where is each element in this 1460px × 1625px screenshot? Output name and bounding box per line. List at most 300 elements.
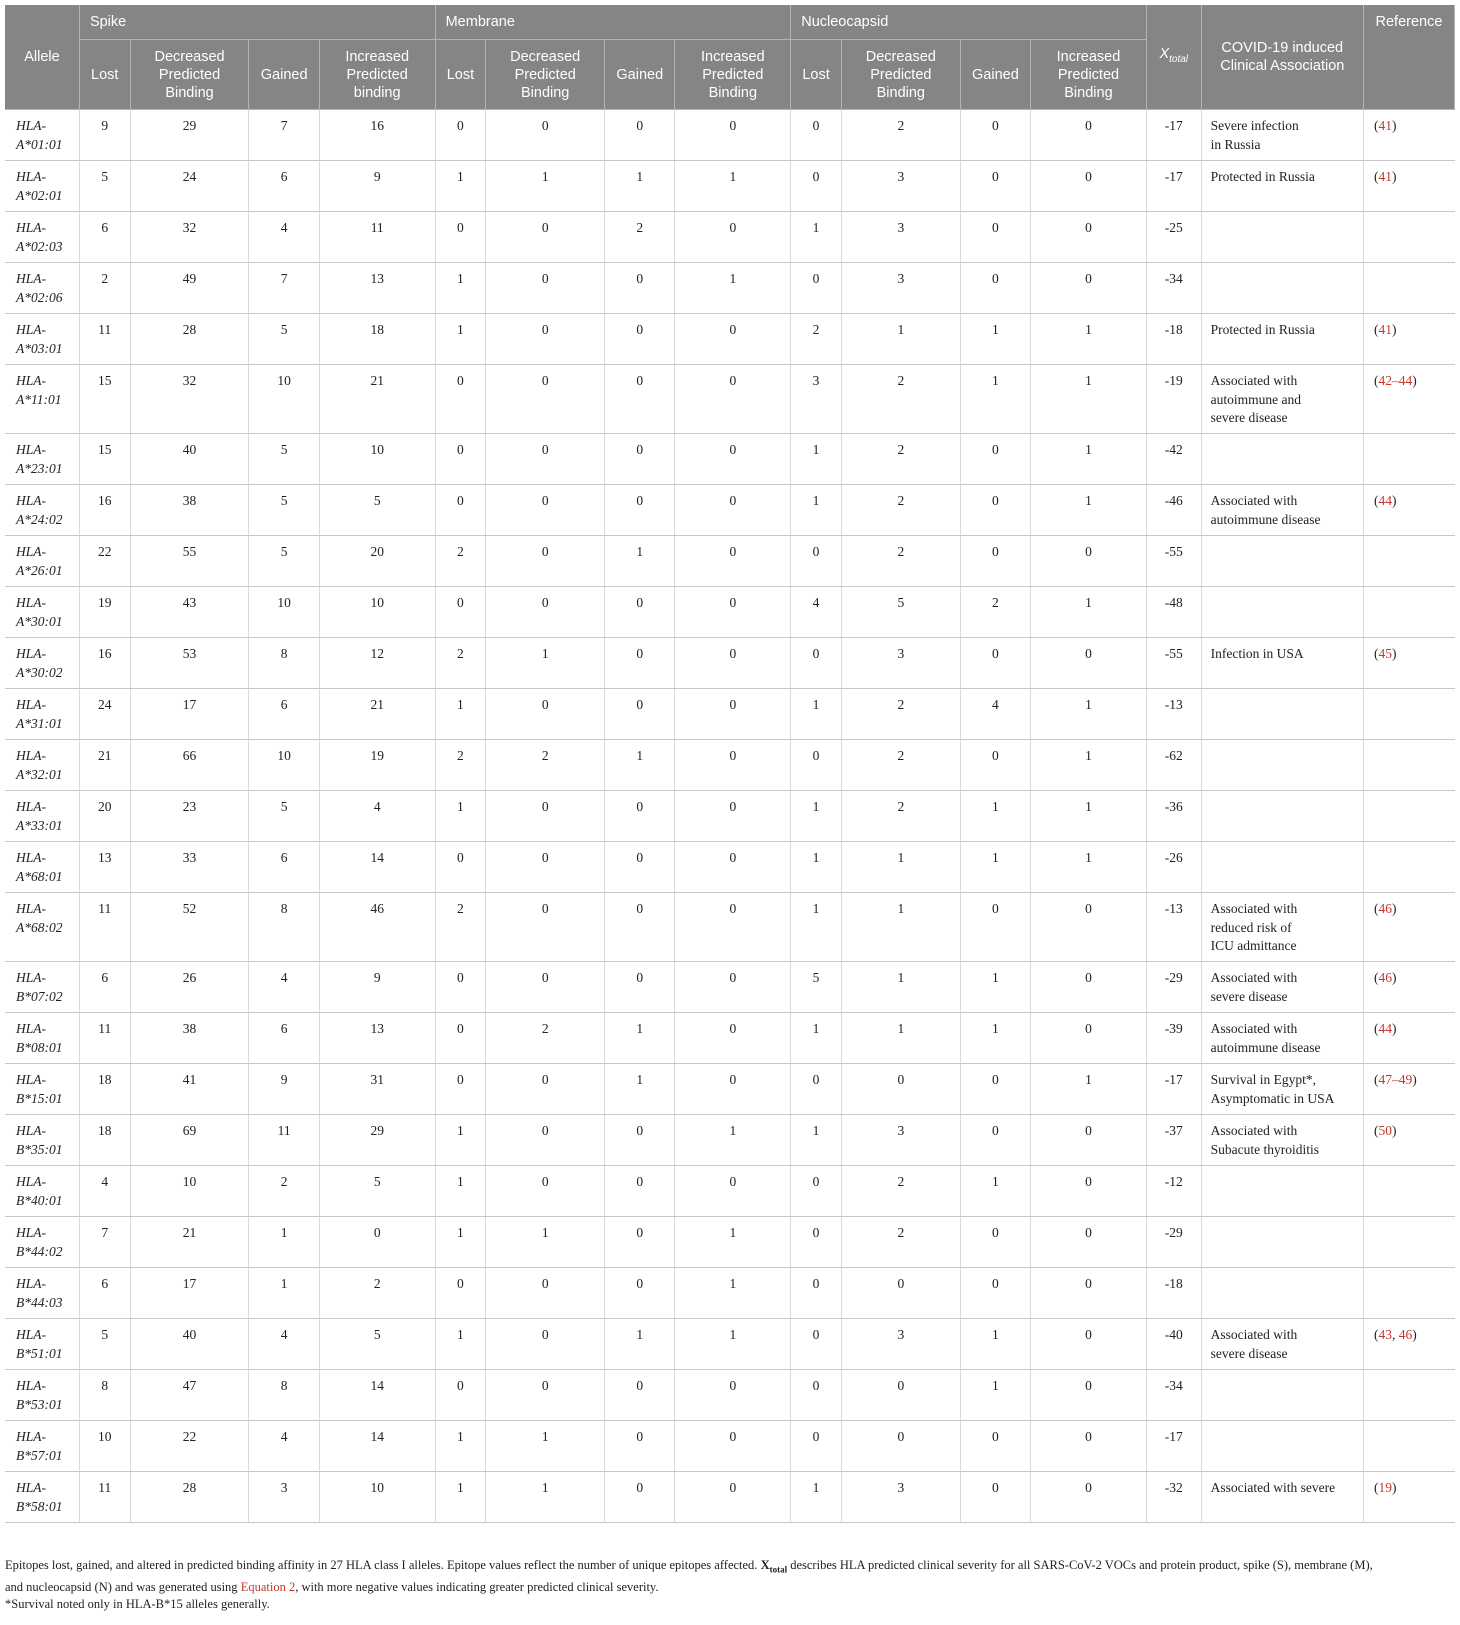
value-cell: 0 xyxy=(791,1370,842,1421)
value-cell: 2 xyxy=(841,740,960,791)
value-cell: 1 xyxy=(791,893,842,962)
allele-cell: HLA- A*24:02 xyxy=(5,485,79,536)
subheader-cell: Lost xyxy=(435,40,486,110)
value-cell: 1 xyxy=(435,263,486,314)
value-cell: 19 xyxy=(79,587,130,638)
value-cell: 33 xyxy=(130,842,249,893)
value-cell: 1 xyxy=(605,740,675,791)
value-cell: 11 xyxy=(249,1115,319,1166)
allele-cell: HLA- B*51:01 xyxy=(5,1319,79,1370)
value-cell: 0 xyxy=(605,842,675,893)
value-cell: 0 xyxy=(605,1166,675,1217)
reference-link[interactable]: 46 xyxy=(1378,970,1392,985)
value-cell: 0 xyxy=(605,365,675,434)
reference-link[interactable]: 47–49 xyxy=(1378,1072,1413,1087)
value-cell: 0 xyxy=(1031,263,1147,314)
value-cell: 0 xyxy=(435,1013,486,1064)
value-cell: 0 xyxy=(605,689,675,740)
value-cell: 0 xyxy=(605,314,675,365)
value-cell: 6 xyxy=(249,842,319,893)
value-cell: 40 xyxy=(130,1319,249,1370)
subheader-cell: Increased Predicted Binding xyxy=(675,40,791,110)
reference-link[interactable]: 41 xyxy=(1378,118,1392,133)
value-cell: 2 xyxy=(841,365,960,434)
value-cell: 10 xyxy=(319,1472,435,1523)
table-row xyxy=(5,1472,1455,1523)
allele-cell: HLA- A*23:01 xyxy=(5,434,79,485)
value-cell: 20 xyxy=(319,536,435,587)
value-cell: 0 xyxy=(675,893,791,962)
clinical-association-cell xyxy=(1201,1421,1363,1472)
allele-cell: HLA- A*11:01 xyxy=(5,365,79,434)
value-cell: 1 xyxy=(486,638,605,689)
clinical-association-cell xyxy=(1201,434,1363,485)
value-cell: 10 xyxy=(79,1421,130,1472)
value-cell: 0 xyxy=(675,434,791,485)
value-cell: 0 xyxy=(1031,1217,1147,1268)
value-cell: 2 xyxy=(841,110,960,161)
value-cell: 1 xyxy=(435,791,486,842)
footnote-line-3: *Survival noted only in HLA-B*15 alleles generally. xyxy=(5,1596,270,1611)
value-cell: 3 xyxy=(841,161,960,212)
table-footnote xyxy=(5,1557,1455,1613)
value-cell: 1 xyxy=(486,1472,605,1523)
value-cell: 21 xyxy=(130,1217,249,1268)
value-cell: 0 xyxy=(960,1472,1030,1523)
value-cell: 0 xyxy=(605,1472,675,1523)
value-cell: 47 xyxy=(130,1370,249,1421)
reference-link[interactable]: 41 xyxy=(1378,169,1392,184)
xtotal-cell: -13 xyxy=(1146,893,1201,962)
value-cell: 69 xyxy=(130,1115,249,1166)
value-cell: 1 xyxy=(249,1217,319,1268)
allele-cell: HLA- B*44:03 xyxy=(5,1268,79,1319)
table-row xyxy=(5,365,1455,434)
value-cell: 0 xyxy=(435,485,486,536)
reference-cell: (50) xyxy=(1363,1115,1454,1166)
subheader-cell: Gained xyxy=(605,40,675,110)
value-cell: 0 xyxy=(486,893,605,962)
value-cell: 28 xyxy=(130,314,249,365)
subheader-cell: Decreased Predicted Binding xyxy=(130,40,249,110)
value-cell: 0 xyxy=(486,434,605,485)
allele-cell: HLA- A*32:01 xyxy=(5,740,79,791)
value-cell: 0 xyxy=(675,110,791,161)
value-cell: 0 xyxy=(605,638,675,689)
value-cell: 18 xyxy=(319,314,435,365)
value-cell: 0 xyxy=(960,536,1030,587)
value-cell: 0 xyxy=(675,740,791,791)
value-cell: 0 xyxy=(486,110,605,161)
value-cell: 6 xyxy=(249,161,319,212)
value-cell: 0 xyxy=(841,1268,960,1319)
value-cell: 0 xyxy=(605,1217,675,1268)
value-cell: 0 xyxy=(675,1064,791,1115)
value-cell: 0 xyxy=(960,1268,1030,1319)
clinical-association-cell: Associated with severe disease xyxy=(1201,962,1363,1013)
reference-cell: (47–49) xyxy=(1363,1064,1454,1115)
table-row xyxy=(5,791,1455,842)
value-cell: 13 xyxy=(319,263,435,314)
value-cell: 1 xyxy=(1031,740,1147,791)
reference-cell xyxy=(1363,263,1454,314)
reference-cell xyxy=(1363,740,1454,791)
xtotal-cell: -48 xyxy=(1146,587,1201,638)
value-cell: 7 xyxy=(249,263,319,314)
clinical-association-cell: Survival in Egypt*, Asymptomatic in USA xyxy=(1201,1064,1363,1115)
value-cell: 22 xyxy=(79,536,130,587)
allele-cell: HLA- B*58:01 xyxy=(5,1472,79,1523)
value-cell: 0 xyxy=(319,1217,435,1268)
value-cell: 5 xyxy=(249,791,319,842)
value-cell: 1 xyxy=(675,1115,791,1166)
table-row xyxy=(5,434,1455,485)
value-cell: 0 xyxy=(960,893,1030,962)
value-cell: 1 xyxy=(605,1064,675,1115)
header-xtotal: $X_{total}$ xyxy=(1146,5,1201,110)
value-cell: 0 xyxy=(1031,110,1147,161)
value-cell: 1 xyxy=(435,689,486,740)
value-cell: 1 xyxy=(791,689,842,740)
value-cell: 1 xyxy=(1031,842,1147,893)
value-cell: 5 xyxy=(319,1166,435,1217)
allele-cell: HLA- A*26:01 xyxy=(5,536,79,587)
allele-cell: HLA- A*02:06 xyxy=(5,263,79,314)
xtotal-cell: -34 xyxy=(1146,1370,1201,1421)
value-cell: 1 xyxy=(791,1115,842,1166)
value-cell: 1 xyxy=(605,536,675,587)
value-cell: 3 xyxy=(841,1319,960,1370)
value-cell: 2 xyxy=(79,263,130,314)
table-container xyxy=(5,5,1455,1523)
value-cell: 3 xyxy=(841,263,960,314)
value-cell: 1 xyxy=(960,791,1030,842)
value-cell: 5 xyxy=(249,314,319,365)
clinical-association-cell xyxy=(1201,263,1363,314)
value-cell: 0 xyxy=(1031,1013,1147,1064)
value-cell: 1 xyxy=(960,842,1030,893)
value-cell: 66 xyxy=(130,740,249,791)
value-cell: 1 xyxy=(960,1166,1030,1217)
value-cell: 0 xyxy=(1031,161,1147,212)
value-cell: 29 xyxy=(319,1115,435,1166)
value-cell: 0 xyxy=(486,212,605,263)
value-cell: 0 xyxy=(1031,1472,1147,1523)
value-cell: 31 xyxy=(319,1064,435,1115)
value-cell: 1 xyxy=(1031,434,1147,485)
reference-cell xyxy=(1363,536,1454,587)
value-cell: 1 xyxy=(791,1472,842,1523)
xtotal-cell: -37 xyxy=(1146,1115,1201,1166)
value-cell: 8 xyxy=(79,1370,130,1421)
table-row xyxy=(5,314,1455,365)
reference-cell xyxy=(1363,791,1454,842)
value-cell: 11 xyxy=(79,1472,130,1523)
table-row xyxy=(5,1064,1455,1115)
clinical-association-cell xyxy=(1201,536,1363,587)
clinical-association-cell xyxy=(1201,689,1363,740)
value-cell: 6 xyxy=(79,212,130,263)
xtotal-cell: -12 xyxy=(1146,1166,1201,1217)
value-cell: 1 xyxy=(791,485,842,536)
value-cell: 0 xyxy=(486,791,605,842)
value-cell: 21 xyxy=(319,365,435,434)
reference-cell xyxy=(1363,212,1454,263)
value-cell: 0 xyxy=(486,842,605,893)
value-cell: 17 xyxy=(130,689,249,740)
value-cell: 2 xyxy=(841,689,960,740)
allele-cell: HLA- A*03:01 xyxy=(5,314,79,365)
value-cell: 1 xyxy=(1031,365,1147,434)
allele-cell: HLA- A*33:01 xyxy=(5,791,79,842)
value-cell: 38 xyxy=(130,485,249,536)
value-cell: 0 xyxy=(486,1370,605,1421)
value-cell: 13 xyxy=(79,842,130,893)
xtotal-cell: -42 xyxy=(1146,434,1201,485)
value-cell: 32 xyxy=(130,212,249,263)
value-cell: 0 xyxy=(675,365,791,434)
reference-cell: (45) xyxy=(1363,638,1454,689)
reference-cell xyxy=(1363,1217,1454,1268)
clinical-association-cell: Associated with severe disease xyxy=(1201,1319,1363,1370)
table-row xyxy=(5,212,1455,263)
value-cell: 4 xyxy=(79,1166,130,1217)
value-cell: 0 xyxy=(486,263,605,314)
value-cell: 0 xyxy=(791,110,842,161)
value-cell: 1 xyxy=(605,161,675,212)
value-cell: 0 xyxy=(791,161,842,212)
value-cell: 4 xyxy=(791,587,842,638)
value-cell: 0 xyxy=(675,536,791,587)
value-cell: 3 xyxy=(791,365,842,434)
allele-cell: HLA- B*44:02 xyxy=(5,1217,79,1268)
value-cell: 1 xyxy=(675,263,791,314)
value-cell: 0 xyxy=(675,314,791,365)
footnote-xtotal: $X_{total}$ xyxy=(760,1558,788,1575)
value-cell: 0 xyxy=(605,791,675,842)
value-cell: 1 xyxy=(435,1319,486,1370)
value-cell: 0 xyxy=(960,110,1030,161)
clinical-association-cell xyxy=(1201,1370,1363,1421)
value-cell: 3 xyxy=(841,1115,960,1166)
xtotal-cell: -40 xyxy=(1146,1319,1201,1370)
reference-cell: (43, 46) xyxy=(1363,1319,1454,1370)
value-cell: 9 xyxy=(249,1064,319,1115)
reference-cell xyxy=(1363,1268,1454,1319)
clinical-association-cell: Associated with severe xyxy=(1201,1472,1363,1523)
value-cell: 2 xyxy=(841,434,960,485)
value-cell: 0 xyxy=(960,740,1030,791)
value-cell: 0 xyxy=(486,1319,605,1370)
value-cell: 5 xyxy=(249,485,319,536)
value-cell: 11 xyxy=(79,1013,130,1064)
allele-cell: HLA- A*01:01 xyxy=(5,110,79,161)
table-row xyxy=(5,1370,1455,1421)
value-cell: 2 xyxy=(605,212,675,263)
value-cell: 0 xyxy=(1031,1421,1147,1472)
value-cell: 1 xyxy=(841,1013,960,1064)
value-cell: 0 xyxy=(960,212,1030,263)
reference-cell xyxy=(1363,1166,1454,1217)
value-cell: 1 xyxy=(841,314,960,365)
value-cell: 1 xyxy=(791,791,842,842)
allele-cell: HLA- B*53:01 xyxy=(5,1370,79,1421)
value-cell: 1 xyxy=(791,1013,842,1064)
value-cell: 23 xyxy=(130,791,249,842)
xtotal-cell: -55 xyxy=(1146,638,1201,689)
xtotal-cell: -46 xyxy=(1146,485,1201,536)
value-cell: 0 xyxy=(791,1064,842,1115)
value-cell: 1 xyxy=(675,1319,791,1370)
table-row xyxy=(5,536,1455,587)
reference-cell xyxy=(1363,1421,1454,1472)
clinical-association-cell xyxy=(1201,587,1363,638)
value-cell: 6 xyxy=(249,689,319,740)
value-cell: 0 xyxy=(841,1064,960,1115)
value-cell: 2 xyxy=(249,1166,319,1217)
value-cell: 0 xyxy=(1031,893,1147,962)
value-cell: 1 xyxy=(486,1421,605,1472)
value-cell: 12 xyxy=(319,638,435,689)
value-cell: 1 xyxy=(435,1166,486,1217)
value-cell: 0 xyxy=(1031,1115,1147,1166)
value-cell: 0 xyxy=(791,1319,842,1370)
value-cell: 0 xyxy=(605,485,675,536)
value-cell: 22 xyxy=(130,1421,249,1472)
reference-link[interactable]: 42–44 xyxy=(1378,373,1413,388)
value-cell: 0 xyxy=(841,1421,960,1472)
table-row xyxy=(5,842,1455,893)
value-cell: 0 xyxy=(486,1268,605,1319)
reference-link[interactable]: 43 xyxy=(1378,1327,1392,1342)
value-cell: 1 xyxy=(435,161,486,212)
clinical-association-cell xyxy=(1201,791,1363,842)
value-cell: 1 xyxy=(605,1013,675,1064)
header-group-spike: Spike xyxy=(79,5,435,40)
value-cell: 0 xyxy=(435,1064,486,1115)
reference-link[interactable]: 44 xyxy=(1378,1021,1392,1036)
table-row xyxy=(5,1013,1455,1064)
reference-cell: (44) xyxy=(1363,485,1454,536)
allele-cell: HLA- A*68:01 xyxy=(5,842,79,893)
reference-link[interactable]: 19 xyxy=(1378,1480,1392,1495)
value-cell: 10 xyxy=(130,1166,249,1217)
table-row xyxy=(5,740,1455,791)
value-cell: 0 xyxy=(605,587,675,638)
equation-link[interactable]: Equation 2 xyxy=(240,1579,296,1594)
value-cell: 1 xyxy=(605,1319,675,1370)
reference-link[interactable]: 50 xyxy=(1378,1123,1392,1138)
value-cell: 0 xyxy=(960,434,1030,485)
value-cell: 0 xyxy=(960,1064,1030,1115)
value-cell: 0 xyxy=(486,536,605,587)
value-cell: 0 xyxy=(841,1370,960,1421)
value-cell: 1 xyxy=(435,1115,486,1166)
value-cell: 5 xyxy=(79,161,130,212)
reference-link[interactable]: 46 xyxy=(1378,901,1392,916)
table-row xyxy=(5,1166,1455,1217)
xtotal-cell: -55 xyxy=(1146,536,1201,587)
reference-link[interactable]: 45 xyxy=(1378,646,1392,661)
clinical-association-cell: Associated with autoimmune disease xyxy=(1201,1013,1363,1064)
value-cell: 0 xyxy=(605,110,675,161)
table-row xyxy=(5,263,1455,314)
value-cell: 11 xyxy=(79,893,130,962)
reference-cell: (41) xyxy=(1363,161,1454,212)
subheader-cell: Gained xyxy=(960,40,1030,110)
header-allele: Allele xyxy=(5,5,79,110)
value-cell: 5 xyxy=(319,485,435,536)
table-row xyxy=(5,638,1455,689)
reference-link[interactable]: 44 xyxy=(1378,493,1392,508)
value-cell: 21 xyxy=(79,740,130,791)
value-cell: 0 xyxy=(791,1166,842,1217)
xtotal-cell: -17 xyxy=(1146,1064,1201,1115)
value-cell: 2 xyxy=(435,740,486,791)
value-cell: 0 xyxy=(1031,638,1147,689)
clinical-association-cell xyxy=(1201,1217,1363,1268)
value-cell: 0 xyxy=(675,1166,791,1217)
value-cell: 14 xyxy=(319,1421,435,1472)
value-cell: 0 xyxy=(605,962,675,1013)
value-cell: 1 xyxy=(435,1217,486,1268)
value-cell: 9 xyxy=(319,161,435,212)
value-cell: 3 xyxy=(841,638,960,689)
value-cell: 15 xyxy=(79,365,130,434)
reference-link[interactable]: 46 xyxy=(1398,1327,1413,1342)
value-cell: 0 xyxy=(435,842,486,893)
value-cell: 26 xyxy=(130,962,249,1013)
reference-cell: (46) xyxy=(1363,893,1454,962)
xtotal-cell: -19 xyxy=(1146,365,1201,434)
xtotal-cell: -17 xyxy=(1146,1421,1201,1472)
value-cell: 2 xyxy=(319,1268,435,1319)
allele-cell: HLA- B*57:01 xyxy=(5,1421,79,1472)
header-reference: Reference xyxy=(1363,5,1454,110)
table-row xyxy=(5,1217,1455,1268)
value-cell: 40 xyxy=(130,434,249,485)
value-cell: 0 xyxy=(605,893,675,962)
subheader-cell: Gained xyxy=(249,40,319,110)
value-cell: 1 xyxy=(249,1268,319,1319)
value-cell: 10 xyxy=(249,365,319,434)
value-cell: 2 xyxy=(960,587,1030,638)
subheader-cell: Lost xyxy=(791,40,842,110)
value-cell: 0 xyxy=(605,1268,675,1319)
value-cell: 1 xyxy=(841,893,960,962)
value-cell: 1 xyxy=(791,842,842,893)
xtotal-cell: -18 xyxy=(1146,1268,1201,1319)
value-cell: 0 xyxy=(486,485,605,536)
value-cell: 2 xyxy=(435,893,486,962)
value-cell: 1 xyxy=(675,161,791,212)
value-cell: 15 xyxy=(79,434,130,485)
value-cell: 1 xyxy=(1031,587,1147,638)
value-cell: 0 xyxy=(791,263,842,314)
value-cell: 8 xyxy=(249,1370,319,1421)
subheader-cell: Lost xyxy=(79,40,130,110)
value-cell: 0 xyxy=(960,263,1030,314)
value-cell: 1 xyxy=(675,1217,791,1268)
value-cell: 1 xyxy=(675,1268,791,1319)
reference-link[interactable]: 41 xyxy=(1378,322,1392,337)
value-cell: 0 xyxy=(960,485,1030,536)
clinical-association-cell: Severe infection in Russia xyxy=(1201,110,1363,161)
value-cell: 0 xyxy=(960,1421,1030,1472)
value-cell: 1 xyxy=(960,365,1030,434)
value-cell: 0 xyxy=(486,962,605,1013)
value-cell: 1 xyxy=(435,1472,486,1523)
